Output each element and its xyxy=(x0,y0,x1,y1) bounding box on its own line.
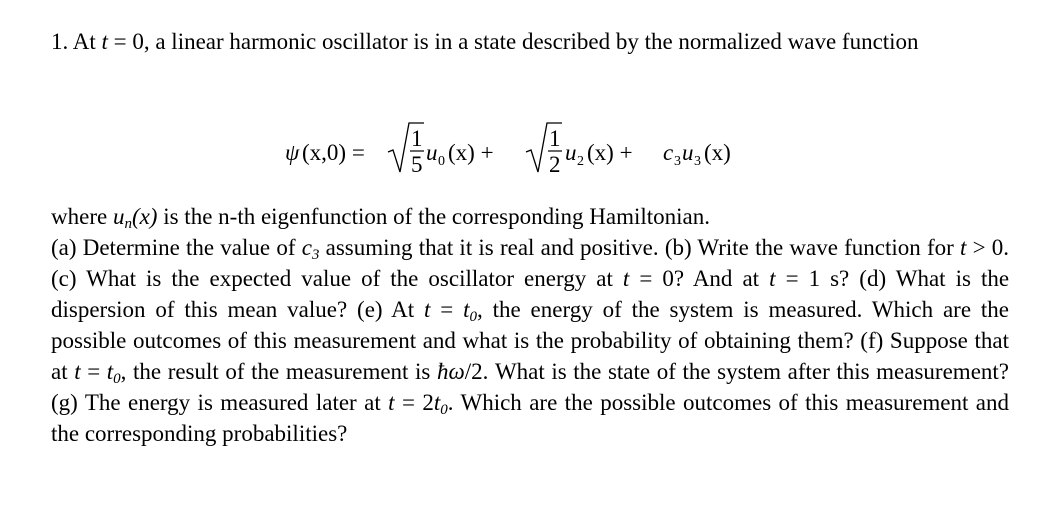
u0-symbol: u xyxy=(426,140,438,165)
problem-document xyxy=(51,26,1010,446)
fraction-denominator: 2 xyxy=(549,152,561,177)
where-line: where $u_n(x)$ is the n-th eigenfunction of the corresponding Hamiltonian. xyxy=(51,204,710,232)
eigenfunction-symbol: $u_n(x)$ xyxy=(112,204,158,232)
c3-symbol: c xyxy=(663,140,674,165)
u2-symbol: u xyxy=(565,140,577,165)
problem-body xyxy=(51,201,1009,449)
t0-inline: $t_0$ xyxy=(106,359,121,387)
u2-argument: (x) + xyxy=(587,140,633,165)
fraction-denominator: 5 xyxy=(411,152,423,177)
hbar-omega-symbol: ħω xyxy=(436,359,465,384)
problem-number: 1. xyxy=(51,29,69,54)
c3-inline: $c_3$ xyxy=(301,235,320,263)
u2-subscript: 2 xyxy=(577,154,584,169)
t0-inline: $t_0$ xyxy=(463,297,477,325)
problem-intro: 1. At t = 0, a linear harmonic oscillator is in a state described by the normalized wave function xyxy=(51,29,919,54)
u3-subscript: 3 xyxy=(694,154,701,169)
fraction-numerator: 1 xyxy=(411,126,423,151)
lhs-args: (x,0) = xyxy=(302,140,365,165)
u0-subscript: 0 xyxy=(438,154,445,169)
wave-function-equation xyxy=(51,90,1009,202)
t0-inline: $t_0$ xyxy=(433,390,448,418)
u0-argument: (x) + xyxy=(448,140,494,165)
psi-symbol: ψ xyxy=(285,140,300,165)
questions-paragraph: (a) Determine the value of $c_3$ assuming that it is real and positive. (b) Write the wave function for t > 0. (c) What is the expected value of the oscillator energy at t = 0? And at t = 1 s? (d) What is the dispersion of this mean value? (e) At $t = t_0$, the energy of the system is measured. Which are the possible outcomes of this measurement and what is the probability of obtaining them? (f) Suppose that at $t = t_0$, the result of the measurement is ħω/2. What is the state of the system after this measurement? (g) The energy is measured later at $t = 2t_0$. Which are the possible outcomes of this measurement and the corresponding probabilities? xyxy=(51,235,1010,446)
c3-subscript: 3 xyxy=(674,154,681,169)
u3-argument: (x) xyxy=(704,140,731,165)
u3-symbol: u xyxy=(682,140,694,165)
time-variable: t xyxy=(101,29,108,54)
fraction-numerator: 1 xyxy=(549,126,561,151)
